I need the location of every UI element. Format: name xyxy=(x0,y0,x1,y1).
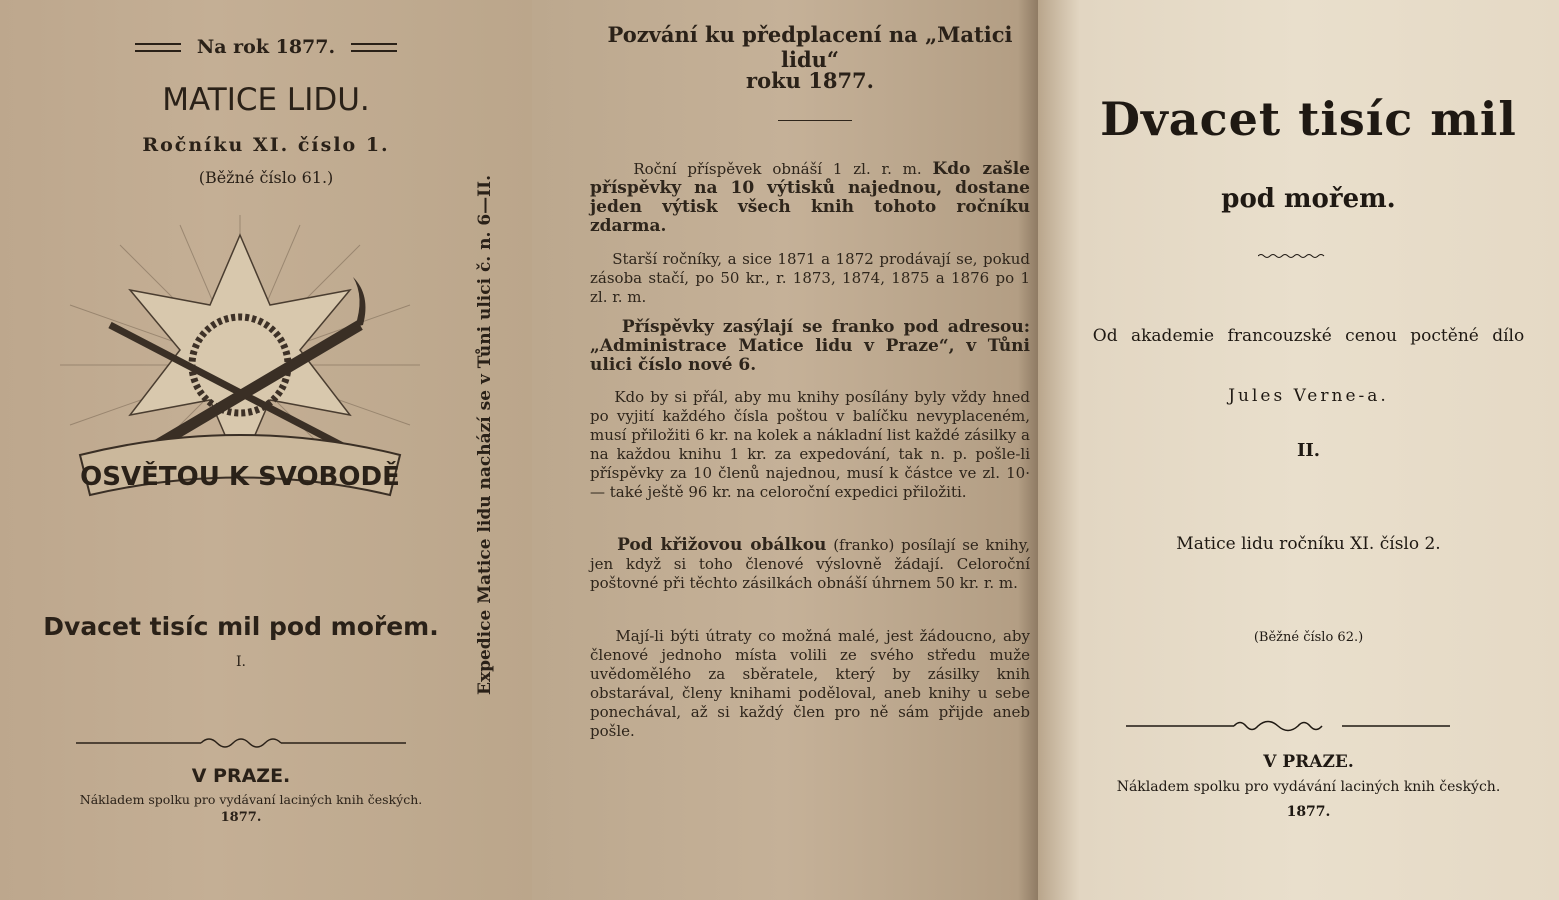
inside-p4-text: Kdo by si přál, aby mu knihy posílány byly vždy hned po vyjití každého čísla poštou v balíčku nevyplaceném, musí přiložiti 6 kr. na kolek a nákladní list každé zásilky a na každou knihu 1 kr. za expedování, tak n. p. pošle-li příspěvky za 10 členů najednou, musí k částce ve zl. 10·— také ještě 96 kr. na celoroční expedici přiložiti. xyxy=(590,388,1031,501)
ornament-icon xyxy=(76,736,406,750)
inside-p3-text: Příspěvky zasýlají se franko pod adresou: „Administrace Matice lidu v Praze“, v Tůni ulici číslo nové 6. xyxy=(590,317,1031,375)
inside-p1-start: Roční příspěvek obnáší 1 zl. r. m. xyxy=(633,160,922,178)
title-page-running-number: (Běžné číslo 62.) xyxy=(1253,630,1364,645)
inside-paragraph-5 xyxy=(590,536,1030,593)
title-page-part: II. xyxy=(1296,440,1321,461)
cover-year-line: Na rok 1877. xyxy=(196,36,336,58)
inside-paragraph-2 xyxy=(590,250,1030,307)
inside-heading-line2: roku 1877. xyxy=(746,68,874,93)
inside-heading-rule xyxy=(778,120,852,121)
inside-paragraph-4 xyxy=(590,388,1030,502)
cover-year-row xyxy=(0,36,532,58)
inside-cover-page xyxy=(532,0,1038,900)
inside-p5-rest: (franko) posílají se knihy, jen když si toho členové výslovně žádají. Celoroční poštovné při těchto zásilkách obnáší úhrnem 50 kr. r. m. xyxy=(590,536,1030,592)
cover-page xyxy=(0,0,532,900)
title-page-series: Matice lidu ročníku XI. číslo 2. xyxy=(1176,534,1441,554)
title-page-award: Od akademie francouzské cenou poctěné dílo xyxy=(1092,326,1525,346)
cover-spine-text: Expedice Matice lidu nachází se v Tůni ulici č. n. 6—II. xyxy=(475,175,495,695)
cover-book-title: Dvacet tisíc mil pod mořem. xyxy=(43,612,439,641)
inside-p2-text: Starší ročníky, a sice 1871 a 1872 prodávají se, pokud zásoba stačí, po 50 kr., r. 1873, 1874, 1875 a 1876 po 1 zl. r. m. xyxy=(590,250,1030,306)
title-page-author: Jules Verne-a. xyxy=(1228,386,1389,406)
inside-paragraph-6 xyxy=(590,627,1030,741)
cover-volume: Ročníku XI. číslo 1. xyxy=(142,134,390,156)
cover-running-number: (Běžné číslo 61.) xyxy=(198,168,334,187)
cover-city: V PRAZE. xyxy=(191,765,291,787)
title-page-city: V PRAZE. xyxy=(1263,752,1354,772)
emblem-flame-icon xyxy=(353,277,365,327)
cover-publisher: Nákladem spolku pro vydávaní laciných knih českých. xyxy=(79,792,423,807)
title-page-title: Dvacet tisíc mil xyxy=(1100,92,1517,146)
title-ornament-rule xyxy=(1126,718,1450,738)
cover-spine-text-column xyxy=(470,150,500,720)
emblem-motto: OSVĚTOU K SVOBODĚ xyxy=(80,462,400,492)
inside-p5-bold: Pod křižovou obálkou xyxy=(617,535,827,555)
inside-paragraph-1 xyxy=(590,160,1030,236)
double-rule-right xyxy=(351,43,397,52)
title-page-year: 1877. xyxy=(1286,804,1331,820)
cover-ornament-rule xyxy=(20,736,462,750)
title-wavy-rule xyxy=(1258,244,1328,248)
inside-p6-text: Mají-li býti útraty co možná malé, jest žádoucno, aby členové jednoho místa volili ze svého středu muže uvědomělého za sběratele, který by zásilky knih obstarával, členy knihami poděloval, aneb knihy u sebe ponechával, až si každý člen pro ně sám přijde aneb pošle. xyxy=(590,627,1030,740)
double-rule-left xyxy=(135,43,181,52)
title-page-publisher: Nákladem spolku pro vydávání laciných knih českých. xyxy=(1116,779,1501,795)
ornament-icon xyxy=(1126,718,1450,734)
inside-heading-line1: Pozvání ku předplacení na „Matici lidu“ xyxy=(607,22,1013,72)
title-page-subtitle: pod mořem. xyxy=(1221,184,1396,214)
inside-p1-bold: Kdo zašle příspěvky na 10 výtisků najednou, dostane jeden výtisk všech knih tohoto ročníku zdarma. xyxy=(590,159,1030,236)
cover-emblem xyxy=(60,215,420,560)
wavy-rule-icon xyxy=(1258,253,1328,259)
cover-series-title: MATICE LIDU. xyxy=(162,82,370,118)
cover-year: 1877. xyxy=(220,810,262,825)
title-page xyxy=(1038,0,1559,900)
inside-paragraph-3 xyxy=(590,318,1030,375)
cover-part: I. xyxy=(236,654,246,670)
